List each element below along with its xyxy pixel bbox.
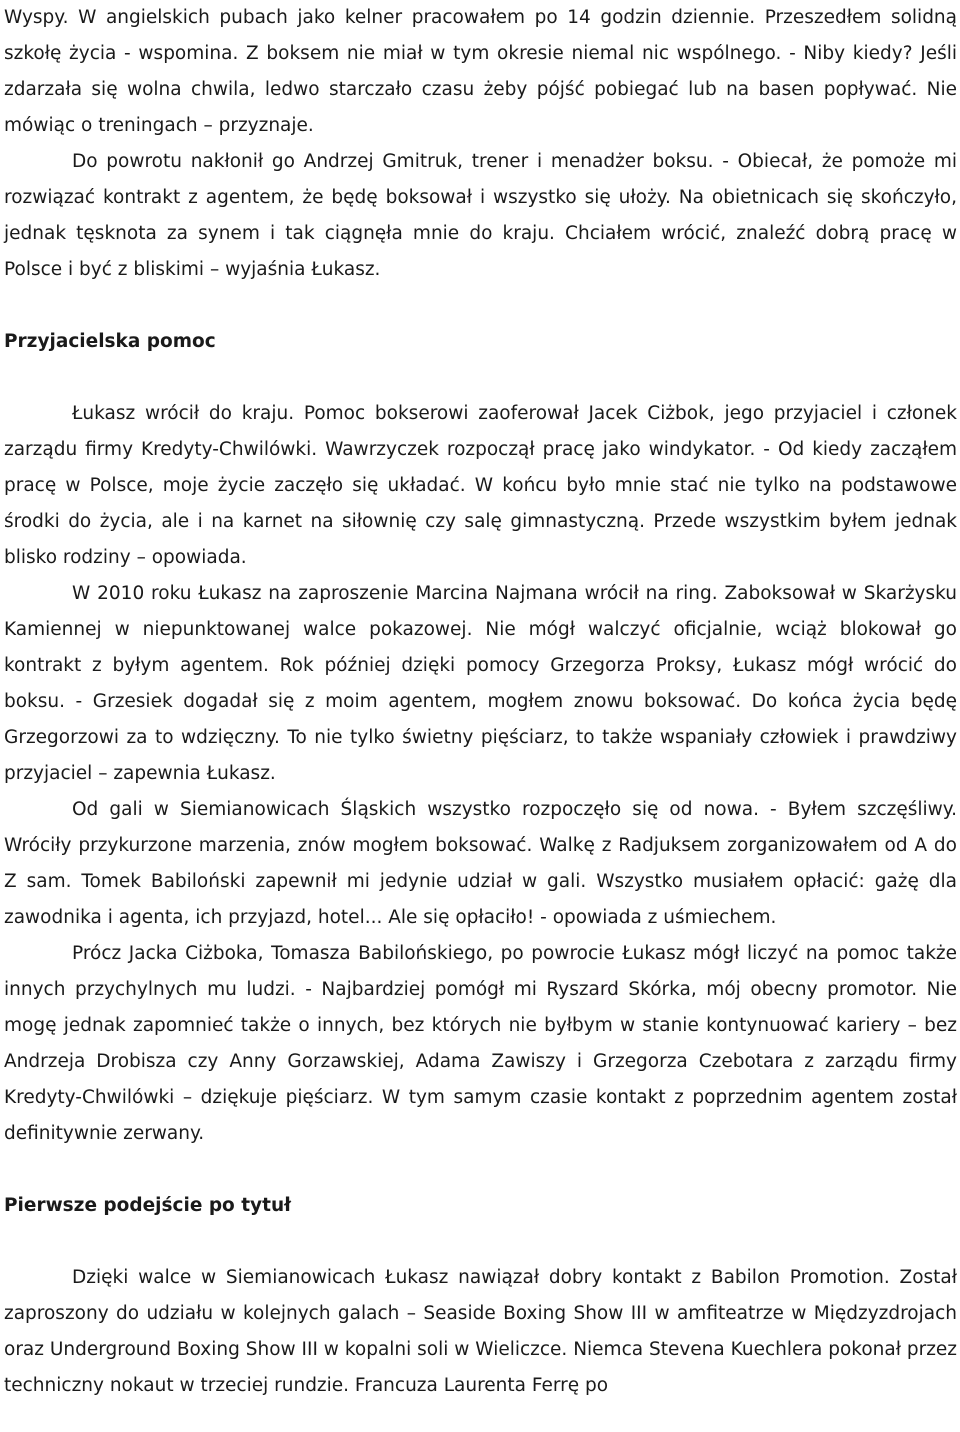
paragraph-5: Od gali w Siemianowicach Śląskich wszystko rozpoczęło się od nowa. - Byłem szczęśliwy. Wróciły przykurzone marzenia, znów mogłem boksować. Walkę z Radjuksem zorganizowałem od A do Z sam. Tomek Babiloński zapewnił mi jedynie udział w gali. Wszystko musiałem opłacić: gażę dla zawodnika i agenta, ich przyjazd, hotel... Ale się opłaciło! - opowiada z uśmiechem. xyxy=(4,799,957,928)
paragraph-7: Dzięki walce w Siemianowicach Łukasz nawiązał dobry kontakt z Babilon Promotion. Został zaproszony do udziału w kolejnych galach – Seaside Boxing Show III w amfiteatrze w Międzyzdrojach oraz Underground Boxing Show III w kopalni soli w Wieliczce. Niemca Stevena Kuechlera pokonał przez techniczny nokaut w trzeciej rundzie. Francuza Laurenta Ferrę po xyxy=(4,1267,957,1396)
paragraph-3: Łukasz wrócił do kraju. Pomoc bokserowi zaoferował Jacek Ciżbok, jego przyjaciel i członek zarządu firmy Kredyty-Chwilówki. Wawrzyczek rozpoczął pracę jako windykator. - Od kiedy zacząłem pracę w Polsce, moje życie zaczęło się układać. W końcu było mnie stać nie tylko na podstawowe środki do życia, ale i na karnet na siłownię czy salę gimnastyczną. Przede wszystkim byłem jednak blisko rodziny – opowiada. xyxy=(4,403,957,568)
paragraph-4: W 2010 roku Łukasz na zaproszenie Marcina Najmana wrócił na ring. Zaboksował w Skarżysku Kamiennej w niepunktowanej walce pokazowej. Nie mógł walczyć oficjalnie, wciąż blokował go kontrakt z byłym agentem. Rok później dzięki pomocy Grzegorza Proksy, Łukasz mógł wrócić do boksu. - Grzesiek dogadał się z moim agentem, mogłem znowu boksować. Do końca życia będę Grzegorzowi za to wdzięczny. To nie tylko świetny pięściarz, to także wspaniały człowiek i prawdziwy przyjaciel – zapewnia Łukasz. xyxy=(4,583,957,784)
paragraph-6: Prócz Jacka Ciżboka, Tomasza Babilońskiego, po powrocie Łukasz mógł liczyć na pomoc także innych przychylnych mu ludzi. - Najbardziej pomógł mi Ryszard Skórka, mój obecny promotor. Nie mogę jednak zapomnieć także o innych, bez których nie byłbym w stanie kontynuować kariery – bez Andrzeja Drobisza czy Anny Gorzawskiej, Adama Zawiszy i Grzegorza Czebotara z zarządu firmy Kredyty-Chwilówki – dziękuje pięściarz. W tym samym czasie kontakt z poprzednim agentem został definitywnie zerwany. xyxy=(4,943,957,1144)
section-heading-przyjacielska-pomoc: Przyjacielska pomoc xyxy=(4,331,216,352)
paragraph-2: Do powrotu nakłonił go Andrzej Gmitruk, trener i menadżer boksu. - Obiecał, że pomoże mi rozwiązać kontrakt z agentem, że będę boksował i wszystko się ułoży. Na obietnicach się skończyło, jednak tęsknota za synem i tak ciągnęła mnie do kraju. Chciałem wrócić, znaleźć dobrą pracę w Polsce i być z bliskimi – wyjaśnia Łukasz. xyxy=(4,151,957,280)
document-page xyxy=(4,0,957,1404)
paragraph-1: Wyspy. W angielskich pubach jako kelner pracowałem po 14 godzin dziennie. Przeszedłem solidną szkołę życia - wspomina. Z boksem nie miał w tym okresie niemal nic wspólnego. - Niby kiedy? Jeśli zdarzała się wolna chwila, ledwo starczało czasu żeby pójść pobiegać lub na basen popływać. Nie mówiąc o treningach – przyznaje. xyxy=(4,7,957,136)
section-heading-pierwsze-podejscie: Pierwsze podejście po tytuł xyxy=(4,1195,291,1216)
